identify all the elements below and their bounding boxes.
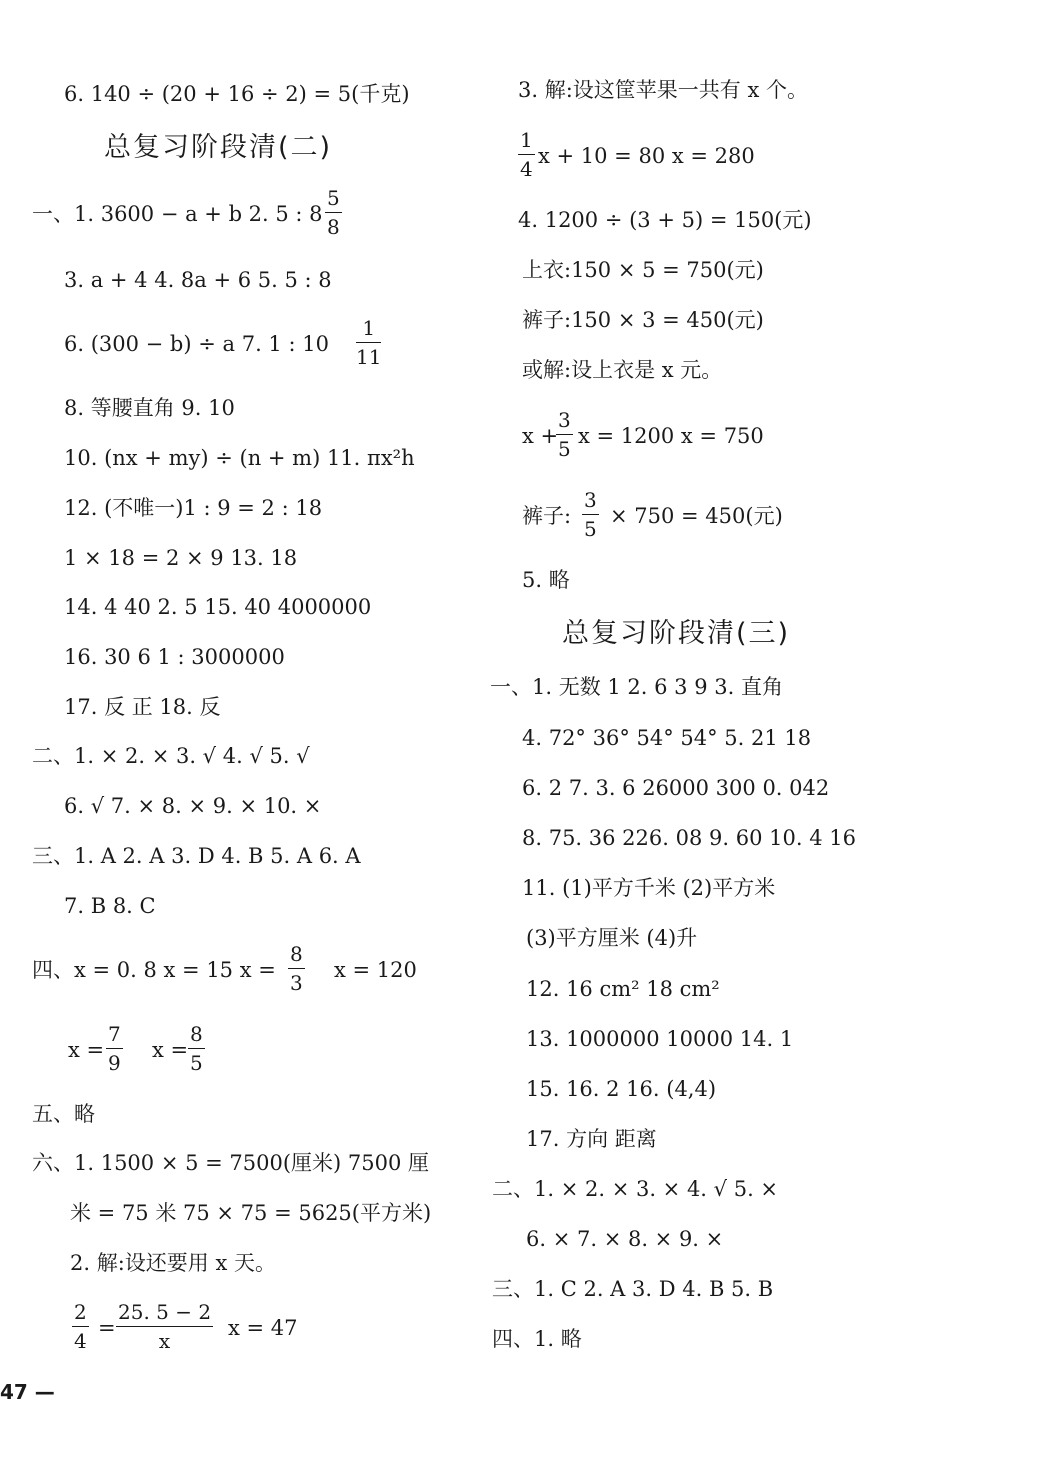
answer-line: 8. 等腰直角 9. 10 <box>64 396 235 420</box>
answer-line: 6. 2 7. 3. 6 26000 300 0. 042 <box>522 776 830 800</box>
answer-line: 15. 16. 2 16. (4,4) <box>526 1077 717 1101</box>
answer-line: 17. 方向 距离 <box>526 1127 657 1151</box>
answer-line: 6. 140 ÷ (20 + 16 ÷ 2) = 5(千克) <box>64 82 410 106</box>
fraction: 25. 5 − 2 x <box>118 1300 212 1353</box>
answer-line: 16. 30 6 1 : 3000000 <box>64 645 285 669</box>
answer-line: 13. 1000000 10000 14. 1 <box>526 1027 794 1051</box>
fraction: 3 5 <box>584 488 597 541</box>
answer-line: (3)平方厘米 (4)升 <box>526 926 698 950</box>
answer-line: 4. 72° 36° 54° 54° 5. 21 18 <box>522 726 812 750</box>
answer-line: 17. 反 正 18. 反 <box>64 695 221 719</box>
fraction: 3 5 <box>558 408 571 461</box>
answer-line: x = <box>152 1038 189 1062</box>
answer-line: 六、1. 1500 × 5 = 7500(厘米) 7500 厘 <box>32 1151 430 1175</box>
answer-line: 四、1. 略 <box>492 1327 582 1351</box>
fraction: 1 4 <box>520 128 533 181</box>
page-number: 47 — <box>0 1380 55 1404</box>
answer-line: 8. 75. 36 226. 08 9. 60 10. 4 16 <box>522 826 856 850</box>
answer-line: 一、1. 3600 − a + b 2. 5 : 8 <box>32 202 323 226</box>
answer-line: 三、1. A 2. A 3. D 4. B 5. A 6. A <box>32 844 361 868</box>
answer-line: 7. B 8. C <box>64 894 156 918</box>
answer-line: x = 1200 x = 750 <box>578 424 764 448</box>
fraction: 8 3 <box>290 942 303 995</box>
answer-line: 11. (1)平方千米 (2)平方米 <box>522 876 776 900</box>
answer-line: 2. 解:设还要用 x 天。 <box>70 1251 276 1275</box>
fraction: 2 4 <box>74 1300 87 1353</box>
answer-line: 一、1. 无数 1 2. 6 3 9 3. 直角 <box>490 675 783 699</box>
answer-line: × 750 = 450(元) <box>610 504 783 528</box>
fraction: 5 8 <box>327 186 340 239</box>
fraction: 1 11 <box>356 316 382 369</box>
answer-line: 12. 16 cm² 18 cm² <box>526 977 720 1001</box>
answer-line: 6. (300 − b) ÷ a 7. 1 : 10 <box>64 332 329 356</box>
answer-line: x + <box>522 424 559 448</box>
section-heading-3: 总复习阶段清(三) <box>562 618 791 649</box>
fraction: 8 5 <box>190 1022 203 1075</box>
answer-line: x = 120 <box>334 958 417 982</box>
answer-line: 5. 略 <box>522 568 570 592</box>
answer-line: 二、1. × 2. × 3. × 4. √ 5. × <box>492 1177 779 1201</box>
answer-line: 米 = 75 米 75 × 75 = 5625(平方米) <box>70 1201 432 1225</box>
answer-line: 6. √ 7. × 8. × 9. × 10. × <box>64 794 322 818</box>
answer-line: 6. × 7. × 8. × 9. × <box>526 1227 724 1251</box>
answer-line: 裤子: <box>522 504 572 528</box>
answer-line: x = 47 <box>228 1316 298 1340</box>
answer-line: x + 10 = 80 x = 280 <box>538 144 755 168</box>
answer-line: = <box>98 1316 116 1340</box>
answer-line: 4. 1200 ÷ (3 + 5) = 150(元) <box>518 208 812 232</box>
answer-line: 三、1. C 2. A 3. D 4. B 5. B <box>492 1277 774 1301</box>
section-heading-2: 总复习阶段清(二) <box>104 132 333 163</box>
fraction: 7 9 <box>108 1022 121 1075</box>
answer-line: 裤子:150 × 3 = 450(元) <box>522 308 764 332</box>
answer-line: 或解:设上衣是 x 元。 <box>522 358 723 382</box>
answer-line: 二、1. × 2. × 3. √ 4. √ 5. √ <box>32 744 310 768</box>
answer-line: 14. 4 40 2. 5 15. 40 4000000 <box>64 595 372 619</box>
answer-line: 3. a + 4 4. 8a + 6 5. 5 : 8 <box>64 268 332 292</box>
answer-line: 10. (nx + my) ÷ (n + m) 11. πx²h <box>64 446 415 470</box>
answer-line: 五、略 <box>32 1102 95 1126</box>
answer-line: 上衣:150 × 5 = 750(元) <box>522 258 764 282</box>
answer-line: x = <box>68 1038 105 1062</box>
answer-line: 3. 解:设这筐苹果一共有 x 个。 <box>518 78 808 102</box>
answer-line: 四、x = 0. 8 x = 15 x = <box>32 958 276 982</box>
answer-line: 1 × 18 = 2 × 9 13. 18 <box>64 546 298 570</box>
answer-line: 12. (不唯一)1 : 9 = 2 : 18 <box>64 496 323 520</box>
